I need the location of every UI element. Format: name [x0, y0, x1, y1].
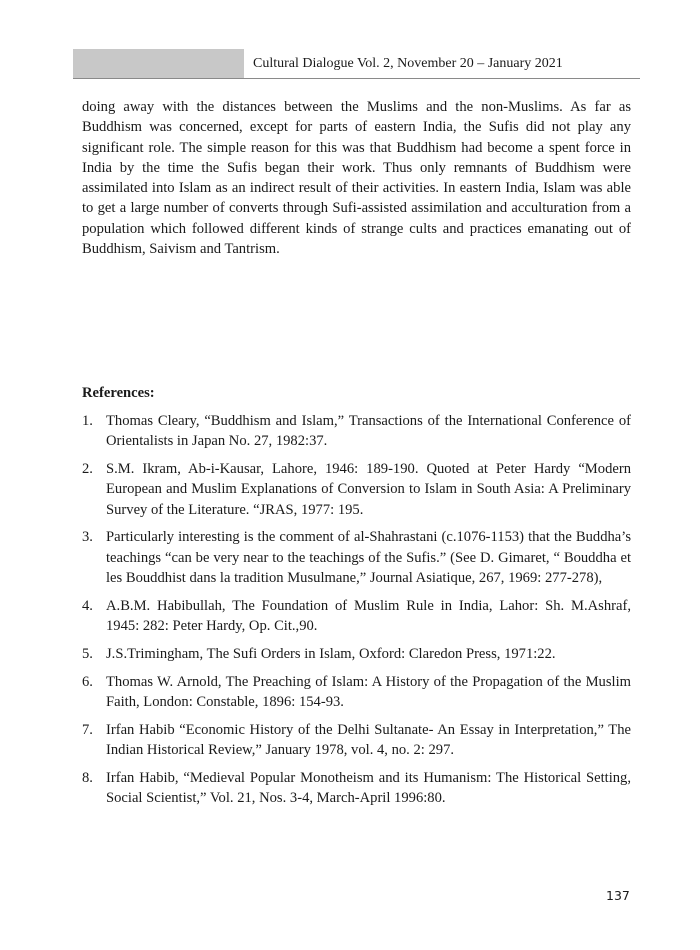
reference-number: 5.	[82, 645, 93, 662]
reference-number: 1.	[82, 413, 93, 429]
references-heading: References:	[82, 385, 155, 401]
reference-text: A.B.M. Habibullah, The Foundation of Muslim Rule in India, Lahor: Sh. M.Ashraf, 1945: 282: Peter Hardy, Op. Cit.,90.	[106, 597, 631, 635]
reference-number: 8.	[82, 769, 93, 786]
reference-text: Irfan Habib “Economic History of the Delhi Sultanate- An Essay in Interpretation,” The Indian Historical Review,” January 1978, vol. 4, no. 2: 297.	[106, 721, 631, 759]
reference-number: 4.	[82, 597, 93, 614]
reference-item	[82, 527, 631, 588]
reference-item	[82, 672, 631, 713]
header-gray-block	[73, 49, 244, 78]
reference-number: 7.	[82, 721, 93, 738]
references-list	[82, 411, 631, 816]
reference-item	[82, 720, 631, 761]
reference-number: 6.	[82, 673, 93, 690]
reference-text: Thomas W. Arnold, The Preaching of Islam: A History of the Propagation of the Muslim Faith, London: Constable, 1896: 154-93.	[106, 673, 631, 711]
reference-item	[82, 411, 631, 452]
reference-item	[82, 596, 631, 637]
page-number: 137	[606, 888, 630, 903]
header-divider	[73, 78, 640, 79]
reference-text: Irfan Habib, “Medieval Popular Monotheism and its Humanism: The Historical Setting, Social Scientist,” Vol. 21, Nos. 3-4, March-April 1996:80.	[106, 769, 631, 807]
reference-text: J.S.Trimingham, The Sufi Orders in Islam, Oxford: Claredon Press, 1971:22.	[106, 645, 556, 662]
running-header: Cultural Dialogue Vol. 2, November 20 – January 2021	[253, 56, 563, 71]
reference-number: 3.	[82, 529, 93, 546]
reference-text: Thomas Cleary, “Buddhism and Islam,” Transactions of the International Conference of Orientalists in Japan No. 27, 1982:37.	[106, 413, 631, 450]
reference-text: Particularly interesting is the comment of al-Shahrastani (c.1076-1153) that the Buddha’s teachings “can be very near to the teachings of the Sufis.” (See D. Gimaret, “ Bouddha et les Bouddhist dans la tradition Musulmane,” Journal Asiatique, 267, 1969: 277-278),	[106, 529, 631, 587]
reference-text: S.M. Ikram, Ab-i-Kausar, Lahore, 1946: 189-190. Quoted at Peter Hardy “Modern European and Muslim Explanations of Conversion to Islam in South Asia: A Preliminary Survey of the Literature. “JRAS, 1977: 195.	[106, 461, 631, 518]
body-paragraph: doing away with the distances between the Muslims and the non-Muslims. As far as Buddhism was concerned, except for parts of eastern India, the Sufis did not play any significant role. The simple reason for this was that Buddhism had become a spent force in India by the time the Sufis began their work. Thus only remnants of Buddhism were assimilated into Islam as an indirect result of their activities. In eastern India, Islam was able to get a large number of converts through Sufi-assisted assimilation and acculturation from a population which followed different kinds of strange cults and practices emanating out of Buddhism, Saivism and Tantrism.	[82, 99, 631, 258]
reference-item	[82, 459, 631, 520]
reference-item	[82, 644, 631, 664]
reference-number: 2.	[82, 461, 93, 478]
reference-item	[82, 768, 631, 809]
